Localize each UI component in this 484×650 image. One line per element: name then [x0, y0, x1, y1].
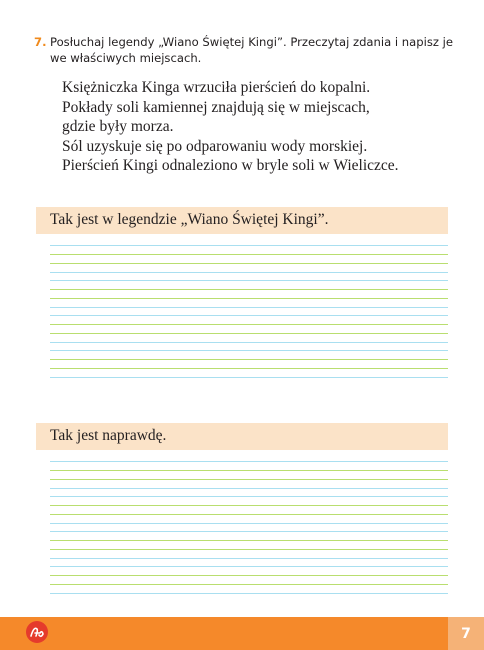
writing-line — [50, 350, 448, 351]
writing-line — [50, 558, 448, 559]
writing-line — [50, 272, 448, 273]
sentence-2: Pokłady soli kamiennej znajdują się w miejscach, — [62, 98, 370, 116]
sentence-5: Pierścień Kingi odnaleziono w bryle soli w Wieliczce. — [62, 157, 399, 174]
section-legend-heading-band — [36, 207, 448, 234]
sentence-3: gdzie były morza. — [62, 118, 174, 135]
sentence-4: Sól uzyskuje się po odparowaniu wody morskiej. — [62, 137, 368, 155]
writing-line — [50, 280, 448, 281]
writing-line — [50, 289, 448, 290]
writing-line — [50, 307, 448, 308]
writing-line — [50, 324, 448, 325]
section-reality-heading-band — [36, 423, 448, 450]
writing-line — [50, 333, 448, 334]
sentence-1: Księżniczka Kinga wrzuciła pierścień do kopalni. — [62, 79, 371, 96]
writing-line — [50, 254, 448, 255]
writing-line — [50, 377, 448, 378]
page-number: 7 — [448, 617, 484, 650]
publisher-logo-icon — [26, 621, 48, 643]
writing-line — [50, 540, 448, 541]
task-instruction — [34, 34, 464, 66]
writing-line — [50, 549, 448, 550]
writing-line — [50, 575, 448, 576]
task-text: Posłuchaj legendy „Wiano Świętej Kingi”. Przeczytaj zdania i napisz je we właściwych miejscach. — [50, 35, 453, 65]
writing-line — [50, 566, 448, 567]
writing-line — [50, 531, 448, 532]
writing-line — [50, 505, 448, 506]
writing-line — [50, 593, 448, 594]
writing-line — [50, 584, 448, 585]
writing-line — [50, 315, 448, 316]
writing-line — [50, 368, 448, 369]
writing-line — [50, 523, 448, 524]
section-legend-heading: Tak jest w legendzie „Wiano Świętej Kingi”. — [50, 211, 329, 228]
writing-line — [50, 342, 448, 343]
writing-line — [50, 479, 448, 480]
writing-line — [50, 298, 448, 299]
writing-line — [50, 263, 448, 264]
writing-line — [50, 359, 448, 360]
section-reality-heading: Tak jest naprawdę. — [50, 427, 167, 444]
footer-bar — [0, 617, 448, 650]
writing-line — [50, 496, 448, 497]
task-number: 7. — [34, 35, 47, 49]
writing-line — [50, 461, 448, 462]
writing-line — [50, 514, 448, 515]
writing-line — [50, 488, 448, 489]
writing-line — [50, 245, 448, 246]
writing-line — [50, 470, 448, 471]
sentence-list — [62, 78, 462, 176]
